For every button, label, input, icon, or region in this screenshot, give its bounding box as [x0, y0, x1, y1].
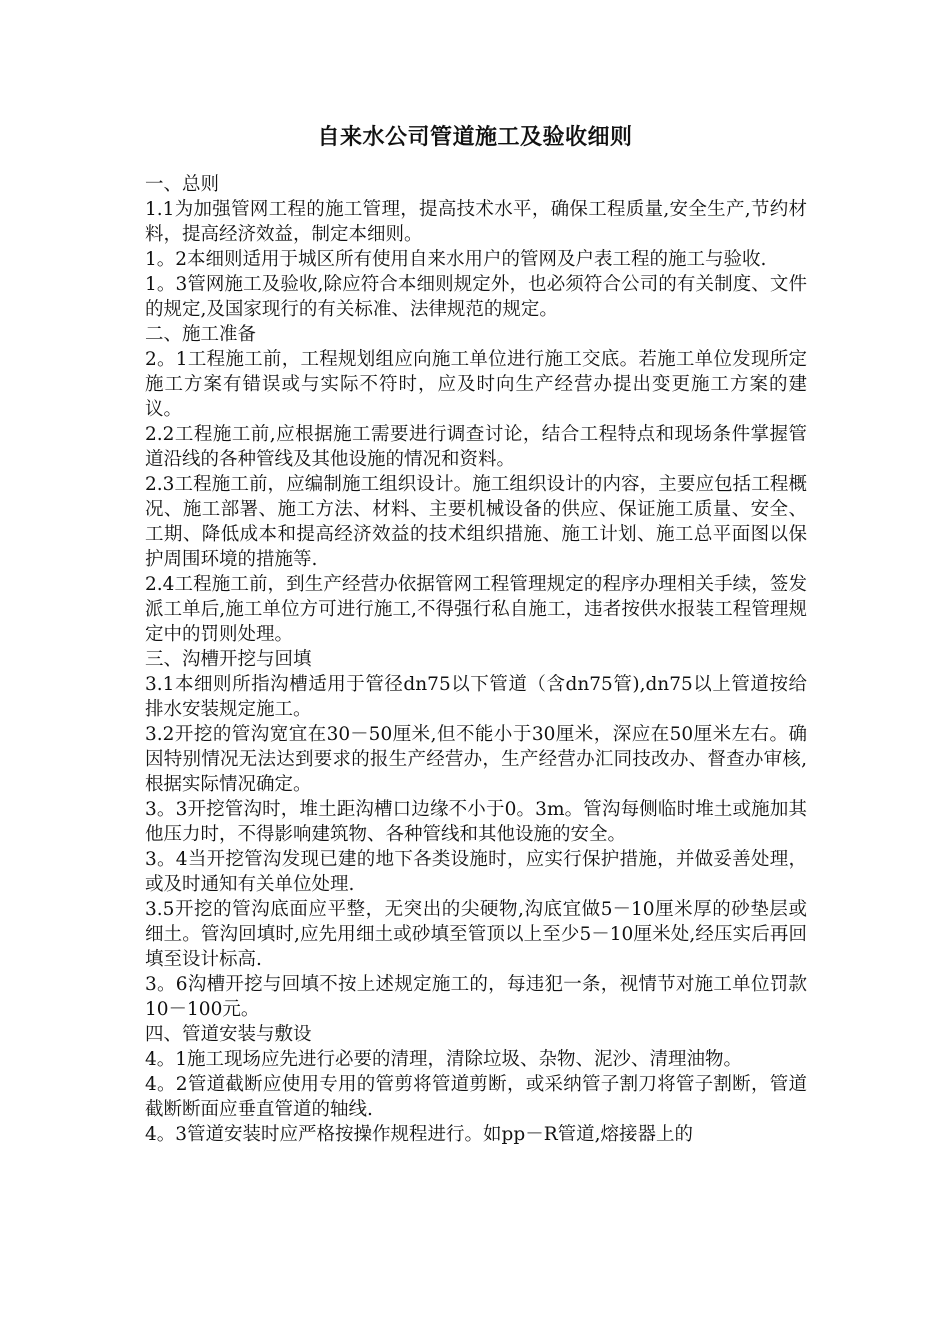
clause-2-2: 2.2工程施工前,应根据施工需要进行调查讨论，结合工程特点和现场条件掌握管道沿线的各种管线及其他设施的情况和资料。 [145, 424, 807, 470]
section-heading-installation: 四、管道安装与敷设 [145, 1024, 312, 1045]
clause-3-3: 3。3开挖管沟时，堆土距沟槽口边缘不小于0。3m。管沟每侧临时堆土或施加其他压力时，不得影响建筑物、各种管线和其他设施的安全。 [145, 799, 807, 845]
clause-2-3: 2.3工程施工前，应编制施工组织设计。施工组织设计的内容，主要应包括工程概况、施工部署、施工方法、材料、主要机械设备的供应、保证施工质量、安全、工期、降低成本和提高经济效益的技术组织措施、施工计划、施工总平面图以保护周围环境的措施等. [145, 474, 807, 570]
clause-4-1: 4。1施工现场应先进行必要的清理，清除垃圾、杂物、泥沙、清理油物。 [145, 1049, 743, 1070]
section-heading-general: 一、总则 [145, 174, 220, 195]
section-heading-trench: 三、沟槽开挖与回填 [145, 649, 312, 670]
document-title: 自来水公司管道施工及验收细则 [317, 124, 633, 150]
clause-3-4: 3。4当开挖管沟发现已建的地下各类设施时，应实行保护措施，并做妥善处理，或及时通知有关单位处理. [145, 849, 807, 895]
clause-3-2: 3.2开挖的管沟宽宜在30－50厘米,但不能小于30厘米，深应在50厘米左右。确因特别情况无法达到要求的报生产经营办，生产经营办汇同技改办、督查办审核,根据实际情况确定。 [145, 724, 807, 795]
clause-4-2: 4。2管道截断应使用专用的管剪将管道剪断，或采纳管子割刀将管子割断，管道截断断面应垂直管道的轴线. [145, 1074, 807, 1120]
clause-2-1: 2。1工程施工前，工程规划组应向施工单位进行施工交底。若施工单位发现所定施工方案有错误或与实际不符时，应及时向生产经营办提出变更施工方案的建议。 [145, 349, 807, 420]
section-heading-preparation: 二、施工准备 [145, 324, 257, 345]
clause-3-5: 3.5开挖的管沟底面应平整，无突出的尖硬物,沟底宜做5－10厘米厚的砂垫层或细土。管沟回填时,应先用细土或砂填至管顶以上至少5－10厘米处,经压实后再回填至设计标高. [145, 899, 807, 970]
clause-3-6: 3。6沟槽开挖与回填不按上述规定施工的，每违犯一条，视情节对施工单位罚款10－100元。 [145, 974, 807, 1020]
clause-1-1: 1.1为加强管网工程的施工管理，提高技术水平，确保工程质量,安全生产,节约材料，提高经济效益，制定本细则。 [145, 199, 807, 245]
clause-4-3: 4。3管道安装时应严格按操作规程进行。如pp－R管道,熔接器上的 [145, 1124, 694, 1145]
clause-1-3: 1。3管网施工及验收,除应符合本细则规定外，也必须符合公司的有关制度、文件的规定,及国家现行的有关标准、法律规范的规定。 [145, 274, 807, 320]
clause-2-4: 2.4工程施工前，到生产经营办依据管网工程管理规定的程序办理相关手续，签发派工单后,施工单位方可进行施工,不得强行私自施工，违者按供水报装工程管理规定中的罚则处理。 [145, 574, 807, 645]
clause-3-1: 3.1本细则所指沟槽适用于管径dn75以下管道（含dn75管),dn75以上管道按给排水安装规定施工。 [145, 674, 807, 720]
document-body [145, 172, 807, 1147]
clause-1-2: 1。2本细则适用于城区所有使用自来水用户的管网及户表工程的施工与验收. [145, 249, 767, 270]
